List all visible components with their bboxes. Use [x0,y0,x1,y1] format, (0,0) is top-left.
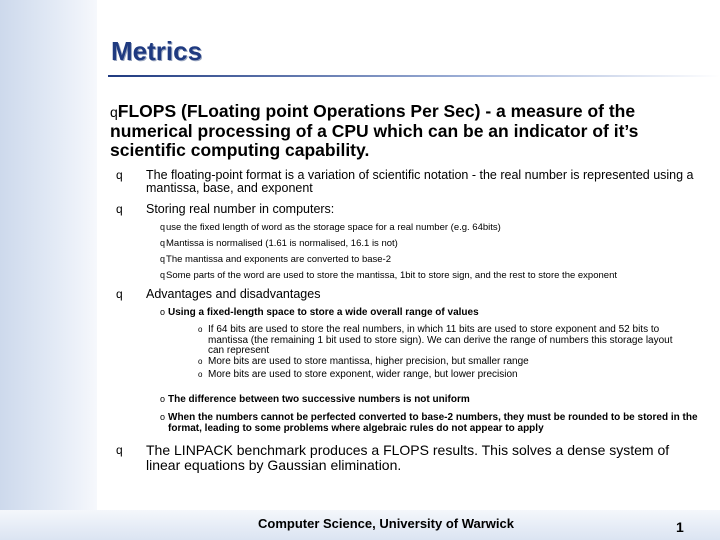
point-text: Storing real number in computers: [146,202,335,216]
detail-text: More bits are used to store mantissa, higher precision, but smaller range [208,356,529,367]
bullet-icon: o [160,394,166,404]
sub-item-text: The difference between two successive numbers is not uniform [168,394,470,405]
sub-item-text: Some parts of the word are used to store the mantissa, 1bit to store sign, and the rest to store the exponent [166,270,617,281]
sub-item-text: The mantissa and exponents are converted to base-2 [166,254,391,265]
sub-item-text: use the fixed length of word as the storage space for a real number (e.g. 64bits) [166,222,501,233]
bullet-icon: q [116,168,123,182]
point-text: The floating-point format is a variation of scientific notation - the real number is represented using a mantissa, base, and exponent [146,168,694,195]
title-underline [108,75,720,77]
sub-item [160,270,720,281]
bullet-icon: q [160,238,166,248]
sub-item [160,222,720,233]
intro-text: FLOPS (FLoating point Operations Per Sec) - a measure of the numerical processing of a CPU which can be an indicator of it’s scientific computing capability. [110,101,639,160]
detail-text: If 64 bits are used to store the real numbers, in which 11 bits are used to store exponent and 52 bits to mantissa (the remaining 1 bit used to store sign). We can derive the range of numbers this storage layout can represent [208,324,673,356]
bullet-icon: o [160,307,166,317]
bullet-icon: o [198,357,203,366]
sub-item-text: Using a fixed-length space to store a wide overall range of values [168,307,479,318]
sub-item [160,238,720,249]
bullet-icon: o [198,370,203,379]
bullet-icon: o [198,325,203,334]
bullet-icon: q [160,254,166,264]
bullet-icon: q [160,222,166,232]
detail-text: More bits are used to store exponent, wider range, but lower precision [208,369,518,380]
sub-item-text: Mantissa is normalised (1.61 is normalised, 16.1 is not) [166,238,398,249]
point-text: The LINPACK benchmark produces a FLOPS results. This solves a dense system of linear equations by Gaussian elimination. [146,442,670,473]
sub-item [160,254,720,265]
sub-item-text: When the numbers cannot be perfected converted to base-2 numbers, they must be rounded to be stored in the format, leading to some problems where algebraic rules do not appear to apply [168,412,698,434]
bullet-icon: q [160,270,166,280]
bullet-icon: q [110,104,118,120]
footer-text: Computer Science, University of Warwick [258,516,514,531]
left-decor-band [0,0,97,540]
slide-title: Metrics [111,36,203,66]
bullet-icon: q [116,202,123,216]
vertical-divider [97,0,99,540]
point-text: Advantages and disadvantages [146,287,321,301]
intro-paragraph [110,102,710,160]
bullet-icon: q [116,287,123,301]
bullet-icon: q [116,443,123,457]
bullet-icon: o [160,412,166,422]
page-number: 1 [676,519,684,535]
